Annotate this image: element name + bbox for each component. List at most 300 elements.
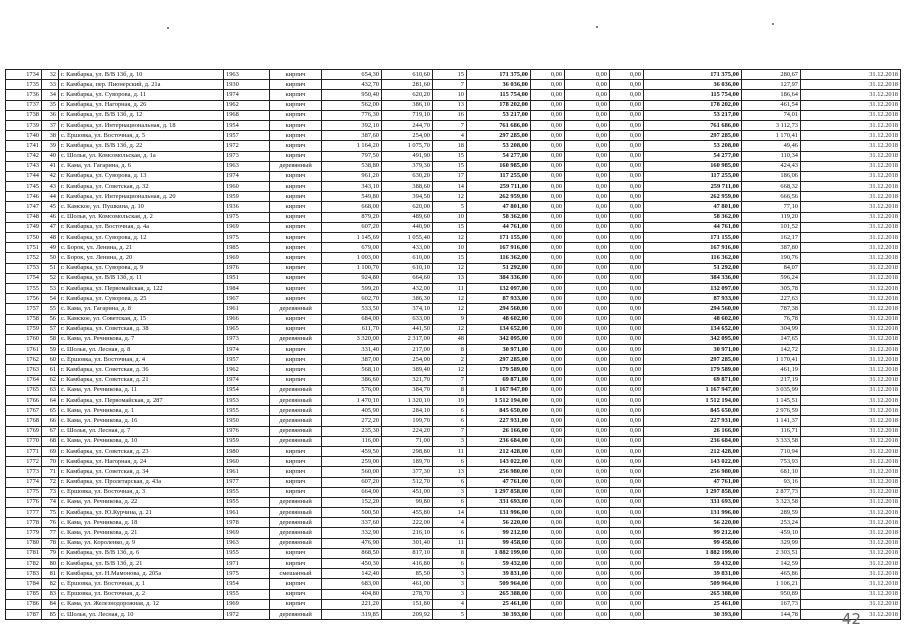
- value-c-cell: 0,00: [610, 589, 644, 599]
- rate-cell: 304,99: [742, 324, 801, 334]
- total-cell: 171 155,00: [467, 233, 531, 243]
- value-a-cell: 0,00: [531, 304, 565, 314]
- year-cell: 1963: [224, 161, 270, 171]
- value-a-cell: 0,00: [531, 426, 565, 436]
- count-cell: 6: [433, 528, 467, 538]
- value-c-cell: 0,00: [610, 151, 644, 161]
- count-cell: 3: [433, 589, 467, 599]
- table-row: [6, 120, 901, 130]
- address-cell: с. Кама, ул. Речникова, д. 16: [59, 416, 224, 426]
- row-number-cell: 72: [42, 477, 59, 487]
- value-c-cell: 0,00: [610, 273, 644, 283]
- value-b-cell: 0,00: [565, 538, 610, 548]
- row-number-cell: 50: [42, 253, 59, 263]
- count-cell: 3: [433, 487, 467, 497]
- value-b-cell: 0,00: [565, 222, 610, 232]
- row-id-cell: 1775: [6, 487, 42, 497]
- year-cell: 1969: [224, 599, 270, 609]
- rate-cell: 190,76: [742, 253, 801, 263]
- total-cell: 1 167 947,00: [467, 385, 531, 395]
- total-cell: 69 871,00: [467, 375, 531, 385]
- value-b-cell: 0,00: [565, 202, 610, 212]
- date-cell: 31.12.2018: [801, 110, 901, 120]
- date-cell: 31.12.2018: [801, 151, 901, 161]
- date-cell: 31.12.2018: [801, 548, 901, 558]
- rate-cell: 424,43: [742, 161, 801, 171]
- area-cell: 500,50: [322, 508, 382, 518]
- address-cell: г. Камбарка, ул. Восточная, д. 4а: [59, 222, 224, 232]
- living-area-cell: 433,00: [382, 243, 433, 253]
- value-a-cell: 0,00: [531, 589, 565, 599]
- year-cell: 1985: [224, 243, 270, 253]
- table-row: [6, 253, 901, 263]
- count-cell: 7: [433, 120, 467, 130]
- value-c-cell: 0,00: [610, 70, 644, 80]
- total-cell: 53 217,00: [467, 110, 531, 120]
- value-b-cell: 0,00: [565, 396, 610, 406]
- value-c-cell: 0,00: [610, 375, 644, 385]
- table-row: [6, 589, 901, 599]
- sum-cell: 236 684,00: [644, 436, 742, 446]
- address-cell: г. Камбарка, ул. Суворова, д. 9: [59, 263, 224, 273]
- row-id-cell: 1762: [6, 355, 42, 365]
- address-cell: г. Камбарка, ул. Советская, д. 36: [59, 365, 224, 375]
- row-number-cell: 52: [42, 273, 59, 283]
- living-area-cell: 394,50: [382, 192, 433, 202]
- address-cell: г. Камбарка, ул. В/В 13б, д. 22: [59, 141, 224, 151]
- row-number-cell: 65: [42, 406, 59, 416]
- material-cell: кирпич: [270, 579, 322, 589]
- address-cell: г. Камбарка, ул. В/В 13б, д. 6: [59, 548, 224, 558]
- row-id-cell: 1760: [6, 334, 42, 344]
- value-a-cell: 0,00: [531, 314, 565, 324]
- living-area-cell: 379,30: [382, 161, 433, 171]
- value-a-cell: 0,00: [531, 365, 565, 375]
- area-cell: 387,60: [322, 131, 382, 141]
- area-cell: 562,00: [322, 100, 382, 110]
- address-cell: г. Камбарка, ул. В/В 13б, д. 10: [59, 70, 224, 80]
- value-a-cell: 0,00: [531, 80, 565, 90]
- sum-cell: 509 964,00: [644, 579, 742, 589]
- rate-cell: 127,97: [742, 80, 801, 90]
- address-cell: г. Камбарка, ул. Суворова, д. 25: [59, 294, 224, 304]
- value-b-cell: 0,00: [565, 182, 610, 192]
- value-b-cell: 0,00: [565, 559, 610, 569]
- rate-cell: 666,56: [742, 192, 801, 202]
- year-cell: 1962: [224, 100, 270, 110]
- address-cell: г. Камбарка, ул. Суворова, д. 12: [59, 233, 224, 243]
- rate-cell: 787,38: [742, 304, 801, 314]
- date-cell: 31.12.2018: [801, 365, 901, 375]
- year-cell: 1977: [224, 477, 270, 487]
- year-cell: 1963: [224, 538, 270, 548]
- count-cell: 8: [433, 548, 467, 558]
- address-cell: с. Шолья, ул. Комсомольская, д. 1а: [59, 151, 224, 161]
- date-cell: 31.12.2018: [801, 579, 901, 589]
- row-number-cell: 57: [42, 324, 59, 334]
- date-cell: 31.12.2018: [801, 202, 901, 212]
- area-cell: 560,00: [322, 467, 382, 477]
- total-cell: 47 761,00: [467, 477, 531, 487]
- year-cell: 1930: [224, 80, 270, 90]
- value-c-cell: 0,00: [610, 90, 644, 100]
- material-cell: смешанный: [270, 569, 322, 579]
- sum-cell: 294 560,00: [644, 304, 742, 314]
- rate-cell: 142,59: [742, 559, 801, 569]
- rate-cell: 84,07: [742, 263, 801, 273]
- rate-cell: 465,86: [742, 569, 801, 579]
- table-row: [6, 283, 901, 293]
- row-number-cell: 56: [42, 314, 59, 324]
- address-cell: г. Камбарка, ул. В/В 13б, д. 21: [59, 559, 224, 569]
- count-cell: 13: [433, 100, 467, 110]
- count-cell: 12: [433, 304, 467, 314]
- sum-cell: 99 458,00: [644, 538, 742, 548]
- value-c-cell: 0,00: [610, 192, 644, 202]
- year-cell: 1959: [224, 192, 270, 202]
- rate-cell: 49,46: [742, 141, 801, 151]
- living-area-cell: 377,30: [382, 467, 433, 477]
- row-id-cell: 1786: [6, 599, 42, 609]
- table-row: [6, 90, 901, 100]
- table-row: [6, 100, 901, 110]
- value-c-cell: 0,00: [610, 355, 644, 365]
- table-row: [6, 151, 901, 161]
- row-number-cell: 62: [42, 375, 59, 385]
- count-cell: 11: [433, 283, 467, 293]
- date-cell: 31.12.2018: [801, 192, 901, 202]
- rate-cell: 305,78: [742, 283, 801, 293]
- date-cell: 31.12.2018: [801, 334, 901, 344]
- value-c-cell: 0,00: [610, 436, 644, 446]
- count-cell: 10: [433, 212, 467, 222]
- address-cell: г. Камбарка, ул. Суворова, д. 13: [59, 171, 224, 181]
- rate-cell: 3 035,99: [742, 385, 801, 395]
- scan-speck: [772, 23, 774, 25]
- living-area-cell: 386,30: [382, 294, 433, 304]
- year-cell: 1962: [224, 365, 270, 375]
- value-b-cell: 0,00: [565, 283, 610, 293]
- area-cell: 319,85: [322, 609, 382, 619]
- row-id-cell: 1746: [6, 192, 42, 202]
- address-cell: с. Шолья, ул. Лесная, д. 7: [59, 426, 224, 436]
- rate-cell: 119,20: [742, 212, 801, 222]
- living-area-cell: 321,70: [382, 375, 433, 385]
- row-number-cell: 63: [42, 385, 59, 395]
- living-area-cell: 610,60: [382, 70, 433, 80]
- value-c-cell: 0,00: [610, 508, 644, 518]
- row-number-cell: 51: [42, 263, 59, 273]
- row-number-cell: 80: [42, 559, 59, 569]
- total-cell: 53 208,00: [467, 141, 531, 151]
- living-area-cell: 817,10: [382, 548, 433, 558]
- rate-cell: 2 303,51: [742, 548, 801, 558]
- sum-cell: 39 831,00: [644, 569, 742, 579]
- count-cell: 6: [433, 406, 467, 416]
- living-area-cell: 441,50: [382, 324, 433, 334]
- count-cell: 11: [433, 446, 467, 456]
- total-cell: 87 933,00: [467, 294, 531, 304]
- value-b-cell: 0,00: [565, 569, 610, 579]
- sum-cell: 131 996,00: [644, 508, 742, 518]
- value-a-cell: 0,00: [531, 436, 565, 446]
- address-cell: г. Камбарка, ул. Нагорная, д. 26: [59, 100, 224, 110]
- row-number-cell: 37: [42, 120, 59, 130]
- living-area-cell: 254,00: [382, 131, 433, 141]
- value-c-cell: 0,00: [610, 569, 644, 579]
- count-cell: 48: [433, 334, 467, 344]
- year-cell: 1974: [224, 90, 270, 100]
- count-cell: 13: [433, 467, 467, 477]
- sum-cell: 116 362,00: [644, 253, 742, 263]
- date-cell: 31.12.2018: [801, 477, 901, 487]
- material-cell: кирпич: [270, 263, 322, 273]
- material-cell: кирпич: [270, 222, 322, 232]
- value-b-cell: 0,00: [565, 355, 610, 365]
- sum-cell: 761 686,00: [644, 120, 742, 130]
- sum-cell: 297 285,00: [644, 355, 742, 365]
- value-b-cell: 0,00: [565, 457, 610, 467]
- rate-cell: 461,54: [742, 100, 801, 110]
- sum-cell: 44 761,00: [644, 222, 742, 232]
- value-b-cell: 0,00: [565, 334, 610, 344]
- row-number-cell: 35: [42, 100, 59, 110]
- table-row: [6, 609, 901, 619]
- sum-cell: 179 589,00: [644, 365, 742, 375]
- material-cell: деревянный: [270, 508, 322, 518]
- date-cell: 31.12.2018: [801, 497, 901, 507]
- total-cell: 259 711,00: [467, 182, 531, 192]
- table-row: [6, 528, 901, 538]
- total-cell: 132 097,00: [467, 283, 531, 293]
- value-b-cell: 0,00: [565, 426, 610, 436]
- sum-cell: 30 393,00: [644, 609, 742, 619]
- row-number-cell: 42: [42, 171, 59, 181]
- value-a-cell: 0,00: [531, 233, 565, 243]
- date-cell: 31.12.2018: [801, 222, 901, 232]
- row-number-cell: 60: [42, 355, 59, 365]
- row-id-cell: 1761: [6, 345, 42, 355]
- date-cell: 31.12.2018: [801, 569, 901, 579]
- row-id-cell: 1764: [6, 375, 42, 385]
- table-row: [6, 579, 901, 589]
- row-number-cell: 81: [42, 569, 59, 579]
- living-area-cell: 374,10: [382, 304, 433, 314]
- value-a-cell: 0,00: [531, 151, 565, 161]
- count-cell: 6: [433, 559, 467, 569]
- total-cell: 179 589,00: [467, 365, 531, 375]
- value-a-cell: 0,00: [531, 538, 565, 548]
- table-row: [6, 569, 901, 579]
- material-cell: кирпич: [270, 375, 322, 385]
- address-cell: г. Камбарка, ул. Советская, д. 32: [59, 182, 224, 192]
- value-b-cell: 0,00: [565, 192, 610, 202]
- date-cell: 31.12.2018: [801, 416, 901, 426]
- row-number-cell: 33: [42, 80, 59, 90]
- material-cell: кирпич: [270, 243, 322, 253]
- row-number-cell: 43: [42, 182, 59, 192]
- table-row: [6, 436, 901, 446]
- year-cell: 1975: [224, 569, 270, 579]
- area-cell: 683,00: [322, 579, 382, 589]
- area-cell: 654,30: [322, 70, 382, 80]
- row-number-cell: 44: [42, 192, 59, 202]
- row-number-cell: 41: [42, 161, 59, 171]
- date-cell: 31.12.2018: [801, 161, 901, 171]
- row-number-cell: 83: [42, 589, 59, 599]
- value-b-cell: 0,00: [565, 80, 610, 90]
- area-cell: 568,10: [322, 365, 382, 375]
- table-row: [6, 304, 901, 314]
- row-id-cell: 1776: [6, 497, 42, 507]
- address-cell: г. Камбарка, ул. Интернациональная, д. 18: [59, 120, 224, 130]
- row-id-cell: 1773: [6, 467, 42, 477]
- material-cell: кирпич: [270, 80, 322, 90]
- area-cell: 1 470,10: [322, 396, 382, 406]
- value-a-cell: 0,00: [531, 487, 565, 497]
- sum-cell: 56 220,00: [644, 518, 742, 528]
- count-cell: 6: [433, 477, 467, 487]
- row-id-cell: 1755: [6, 283, 42, 293]
- value-a-cell: 0,00: [531, 528, 565, 538]
- row-number-cell: 36: [42, 110, 59, 120]
- living-area-cell: 440,90: [382, 222, 433, 232]
- value-c-cell: 0,00: [610, 559, 644, 569]
- area-cell: 607,20: [322, 222, 382, 232]
- row-id-cell: 1745: [6, 182, 42, 192]
- living-area-cell: 719,10: [382, 110, 433, 120]
- sum-cell: 227 931,00: [644, 416, 742, 426]
- address-cell: с. Борок, ул. Ленина, д. 21: [59, 243, 224, 253]
- row-number-cell: 39: [42, 141, 59, 151]
- sum-cell: 48 602,00: [644, 314, 742, 324]
- material-cell: деревянный: [270, 497, 322, 507]
- address-cell: с. Кама, ул. Речникова, д. 10: [59, 436, 224, 446]
- sum-cell: 87 933,00: [644, 294, 742, 304]
- year-cell: 1974: [224, 171, 270, 181]
- rate-cell: 227,63: [742, 294, 801, 304]
- value-a-cell: 0,00: [531, 273, 565, 283]
- rate-cell: 280,67: [742, 70, 801, 80]
- value-c-cell: 0,00: [610, 141, 644, 151]
- value-a-cell: 0,00: [531, 497, 565, 507]
- count-cell: 4: [433, 599, 467, 609]
- year-cell: 1955: [224, 487, 270, 497]
- year-cell: 1961: [224, 304, 270, 314]
- value-c-cell: 0,00: [610, 202, 644, 212]
- value-a-cell: 0,00: [531, 355, 565, 365]
- living-area-cell: 620,00: [382, 202, 433, 212]
- date-cell: 31.12.2018: [801, 100, 901, 110]
- value-c-cell: 0,00: [610, 283, 644, 293]
- date-cell: 31.12.2018: [801, 487, 901, 497]
- total-cell: 39 831,00: [467, 569, 531, 579]
- count-cell: 7: [433, 426, 467, 436]
- row-id-cell: 1753: [6, 263, 42, 273]
- value-b-cell: 0,00: [565, 589, 610, 599]
- total-cell: 171 375,00: [467, 70, 531, 80]
- row-number-cell: 53: [42, 283, 59, 293]
- value-c-cell: 0,00: [610, 110, 644, 120]
- area-cell: 684,00: [322, 314, 382, 324]
- count-cell: 10: [433, 90, 467, 100]
- year-cell: 1955: [224, 548, 270, 558]
- value-b-cell: 0,00: [565, 263, 610, 273]
- year-cell: 1957: [224, 355, 270, 365]
- material-cell: деревянный: [270, 609, 322, 619]
- value-b-cell: 0,00: [565, 324, 610, 334]
- year-cell: 1961: [224, 508, 270, 518]
- rate-cell: 77,10: [742, 202, 801, 212]
- total-cell: 131 996,00: [467, 508, 531, 518]
- value-c-cell: 0,00: [610, 487, 644, 497]
- material-cell: деревянный: [270, 406, 322, 416]
- total-cell: 761 686,00: [467, 120, 531, 130]
- table-row: [6, 508, 901, 518]
- total-cell: 178 202,00: [467, 100, 531, 110]
- row-id-cell: 1785: [6, 589, 42, 599]
- year-cell: 1974: [224, 345, 270, 355]
- year-cell: 1957: [224, 131, 270, 141]
- value-c-cell: 0,00: [610, 467, 644, 477]
- rate-cell: 116,71: [742, 426, 801, 436]
- address-cell: г. Камбарка, ул. Советская, д. 23: [59, 446, 224, 456]
- total-cell: 1 512 194,00: [467, 396, 531, 406]
- sum-cell: 53 217,00: [644, 110, 742, 120]
- area-cell: 3 320,00: [322, 334, 382, 344]
- sum-cell: 115 754,00: [644, 90, 742, 100]
- address-cell: с. Камское, ул. Советская, д. 15: [59, 314, 224, 324]
- table-row: [6, 222, 901, 232]
- value-b-cell: 0,00: [565, 467, 610, 477]
- table-row: [6, 294, 901, 304]
- living-area-cell: 244,70: [382, 120, 433, 130]
- value-a-cell: 0,00: [531, 253, 565, 263]
- row-id-cell: 1754: [6, 273, 42, 283]
- sum-cell: 69 871,00: [644, 375, 742, 385]
- material-cell: деревянный: [270, 304, 322, 314]
- material-cell: деревянный: [270, 334, 322, 344]
- material-cell: кирпич: [270, 446, 322, 456]
- value-b-cell: 0,00: [565, 110, 610, 120]
- row-number-cell: 67: [42, 426, 59, 436]
- property-register-table: [5, 69, 901, 620]
- value-c-cell: 0,00: [610, 161, 644, 171]
- address-cell: г. Камбарка, ул. В/В 13б, д. 11: [59, 273, 224, 283]
- material-cell: деревянный: [270, 161, 322, 171]
- value-a-cell: 0,00: [531, 222, 565, 232]
- row-id-cell: 1750: [6, 233, 42, 243]
- address-cell: с. Ершовка, ул. Восточная, д. 1: [59, 579, 224, 589]
- sum-cell: 171 155,00: [644, 233, 742, 243]
- count-cell: 11: [433, 538, 467, 548]
- address-cell: с. Шолья, ул. Лесная, д. 8: [59, 345, 224, 355]
- page-number: 42: [841, 610, 861, 628]
- value-a-cell: 0,00: [531, 548, 565, 558]
- count-cell: 3: [433, 436, 467, 446]
- table-row: [6, 273, 901, 283]
- area-cell: 392,10: [322, 120, 382, 130]
- row-id-cell: 1735: [6, 80, 42, 90]
- count-cell: 3: [433, 579, 467, 589]
- area-cell: 272,20: [322, 416, 382, 426]
- date-cell: 31.12.2018: [801, 385, 901, 395]
- sum-cell: 171 375,00: [644, 70, 742, 80]
- table-row: [6, 212, 901, 222]
- living-area-cell: 389,40: [382, 365, 433, 375]
- address-cell: с. Кама, ул. Железнодорожная, д. 12: [59, 599, 224, 609]
- rate-cell: 1 170,41: [742, 131, 801, 141]
